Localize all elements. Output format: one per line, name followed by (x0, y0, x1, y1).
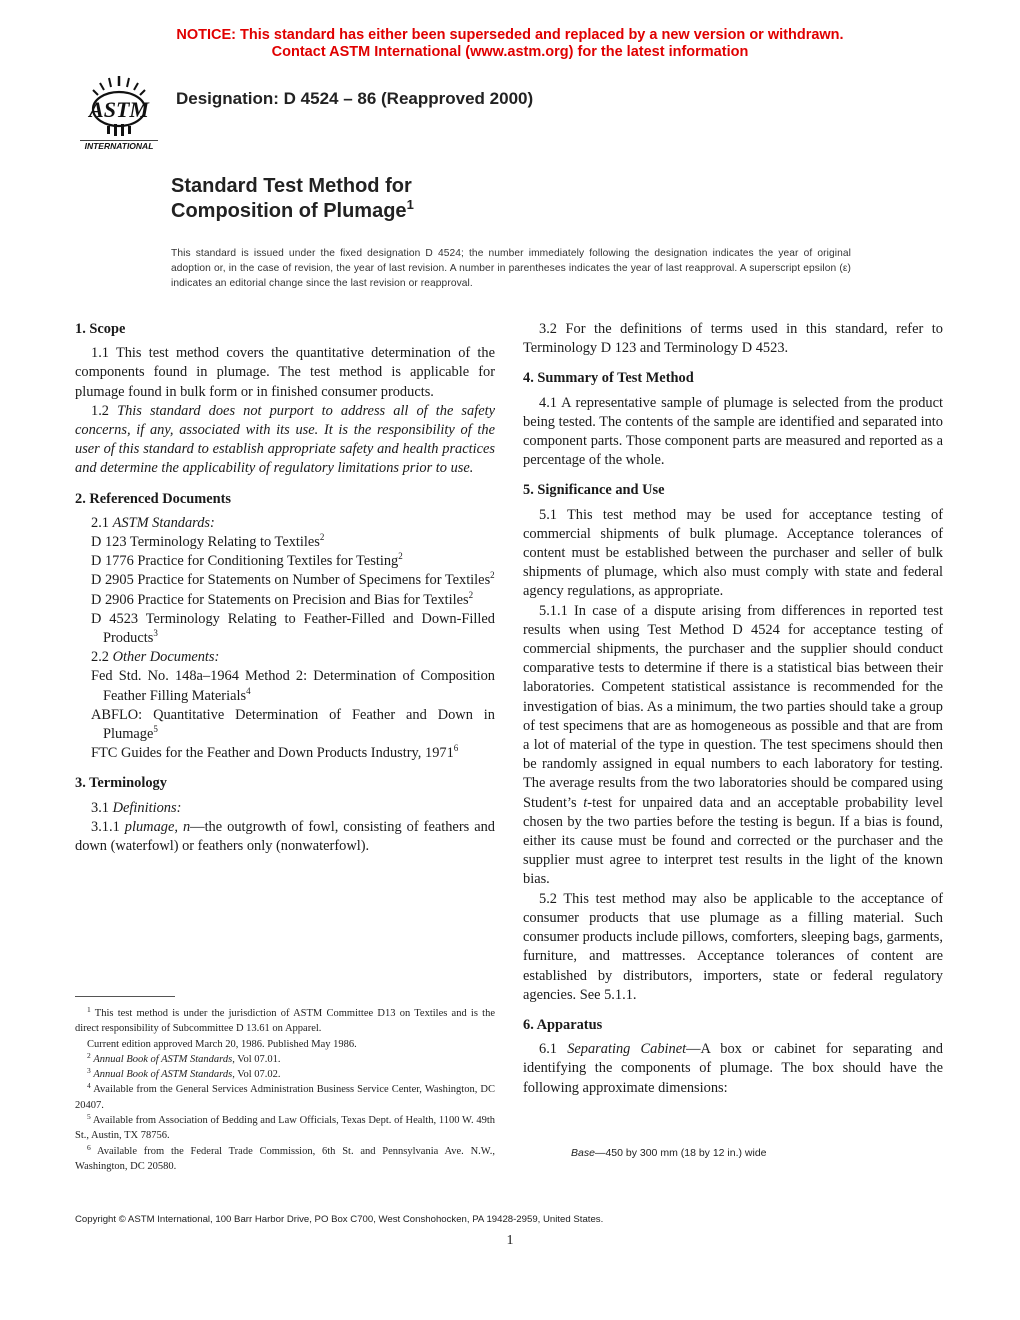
footnotes (75, 1006, 495, 1174)
base-dimension: Base—450 by 300 mm (18 by 12 in.) wide (571, 1147, 767, 1159)
astm-standards-list (75, 533, 495, 648)
section-heading-significance: 5. Significance and Use (523, 482, 665, 499)
terminology-para-3-2: 3.2 For the definitions of terms used in this standard, refer to Terminology D 123 and Terminology D 4523. (523, 321, 943, 357)
footnote-item: Current edition approved March 20, 1986. Published May 1986. (87, 1038, 357, 1050)
section-heading-summary: 4. Summary of Test Method (523, 370, 694, 387)
significance-para-5-1-1: 5.1.1 In case of a dispute arising from differences in reported test results when using Test Method D 4524 for acceptance testing of commercial shipments, the purchaser and the supplier should conduct comparative tests to determine if there is a statistical bias between their laboratories. Competent statistical assistance is recommended for the investigation of bias. As a minimum, the two parties should take a group of test specimens that are as homogeneous as possible and that are from a lot of material of the type in question. The test specimens should then be randomly assigned in equal numbers to each laboratory for testing. The average results from the two laboratories should be compared using Student’s t-test for unpaired data and an acceptable probability level chosen by the two parties before the testing is begun. If a bias is found, either its cause must be found and corrected or the purchaser and the supplier must agree to interpret test results in the light of the known bias. (523, 602, 943, 888)
reference-item: Fed Std. No. 148a–1964 Method 2: Determination of Composition Feather Filling Materials$^4$ (91, 668, 495, 704)
footnote-item: $^4$ Available from the General Services Administration Business Service Center, Washington, DC 20407. (75, 1081, 496, 1111)
summary-para-1: 4.1 A representative sample of plumage is selected from the product being tested. The contents of the sample are identified and separated into component parts. Those component parts are measured and reported as a percentage of the whole. (523, 394, 943, 469)
title-footnote-ref: 1 (406, 197, 414, 212)
reference-item: D 123 Terminology Relating to Textiles$^2$ (91, 532, 325, 551)
other-documents-list (75, 667, 495, 763)
significance-para-5-2: 5.2 This test method may also be applicable to the acceptance of consumer products that use plumage as a filling material. Such consumer products include pillows, comforters, sleeping bags, garments, furniture, and mattresses. Acceptance tolerances of content are established by distributors, importers, state or federal regulatory agencies. See 5.1.1. (523, 890, 943, 1003)
footnote-divider (75, 996, 175, 997)
reference-item: D 4523 Terminology Relating to Feather-Filled and Down-Filled Products$^3$ (91, 610, 495, 647)
other-documents-label: 2.2 Other Documents: (91, 649, 220, 666)
section-heading-terminology: 3. Terminology (75, 775, 167, 792)
apparatus-para-6-1: 6.1 Separating Cabinet—A box or cabinet for separating and identifying the components of plumage. The box should have the following approximate dimensions: (523, 1041, 943, 1096)
astm-standards-label: 2.1 ASTM Standards: (91, 514, 215, 531)
reference-item: D 2906 Practice for Statements on Precision and Bias for Textiles$^2$ (91, 589, 474, 608)
definition-plumage: 3.1.1 plumage, n—the outgrowth of fowl, consisting of feathers and down (waterfowl) or feathers only (nonwaterfowl). (75, 818, 495, 855)
footnote-item: $^1$ This test method is under the jurisdiction of ASTM Committee D13 on Textiles and is the direct responsibility of Subcommittee D 13.61 on Apparel. (75, 1005, 495, 1035)
definitions-label: 3.1 Definitions: (91, 799, 182, 816)
logo-letters: ASTM (89, 97, 149, 122)
left-column (75, 320, 495, 856)
footnote-item: $^3$ Annual Book of ASTM Standards, Vol 07.02. (87, 1066, 281, 1081)
significance-para-5-1: 5.1 This test method may be used for acceptance testing of commercial shipments of bulk plumage. Acceptance tolerances of content must be established between the purchaser and seller of bulk shipments of plumage, which also must comply with state and federal agency regulations, as appropriate. (523, 506, 943, 600)
section-heading-apparatus: 6. Apparatus (523, 1016, 603, 1033)
section-heading-scope: 1. Scope (75, 321, 126, 337)
page-number: 1 (506, 1233, 514, 1248)
logo-caption: INTERNATIONAL (84, 141, 154, 151)
scope-para-2: 1.2 This standard does not purport to address all of the safety concerns, if any, associated with its use. It is the responsibility of the user of this standard to establish appropriate safety and health practices and determine the applicability of regulatory limitations prior to use. (75, 402, 495, 477)
footnote-item: $^6$ Available from the Federal Trade Commission, 6th St. and Pennsylvania Ave. N.W., Washington, DC 20580. (75, 1142, 495, 1172)
title-line-1: Standard Test Method for (171, 175, 412, 197)
notice-line-1: NOTICE: This standard has either been superseded and replaced by a new version or withdrawn. (176, 27, 844, 43)
title-line-2: Composition of Plumage$^1$ (171, 197, 414, 222)
designation: Designation: D 4524 – 86 (Reapproved 2000) (176, 89, 534, 108)
footnote-item: $^5$ Available from Association of Bedding and Law Officials, Texas Dept. of Health, 1100 W. 49th St., Austin, TX 78756. (75, 1112, 496, 1142)
reference-item: D 1776 Practice for Conditioning Textiles for Testing$^2$ (91, 551, 403, 570)
notice-line-2: Contact ASTM International (www.astm.org) for the latest information (271, 44, 749, 60)
reference-item: FTC Guides for the Feather and Down Products Industry, 1971$^6$ (91, 743, 459, 762)
issuance-statement: This standard is issued under the fixed designation D 4524; the number immediately following the designation indicates the year of original adoption or, in the case of revision, the year of last revision. A number in parentheses indicates the year of last reapproval. A superscript epsilon (ε) indicates an editorial change since the last revision or reapproval. (171, 248, 851, 290)
copyright-notice: Copyright © ASTM International, 100 Barr Harbor Drive, PO Box C700, West Conshohocken, PA 19428-2959, United States. (75, 1214, 604, 1225)
section-heading-refdocs: 2. Referenced Documents (75, 490, 231, 507)
reference-item: D 2905 Practice for Statements on Number of Specimens for Textiles$^2$ (91, 570, 495, 589)
document-title (171, 174, 414, 224)
scope-para-1: 1.1 This test method covers the quantitative determination of the components found in plumage. The test method is applicable for plumage found in bulk form or in finished consumer products. (75, 345, 495, 400)
right-column (523, 320, 943, 1098)
footnote-item: $^2$ Annual Book of ASTM Standards, Vol 07.01. (87, 1050, 281, 1065)
reference-item: ABFLO: Quantitative Determination of Feather and Down in Plumage$^5$ (91, 706, 495, 743)
withdrawal-notice (0, 27, 1020, 61)
astm-logo (76, 72, 162, 152)
